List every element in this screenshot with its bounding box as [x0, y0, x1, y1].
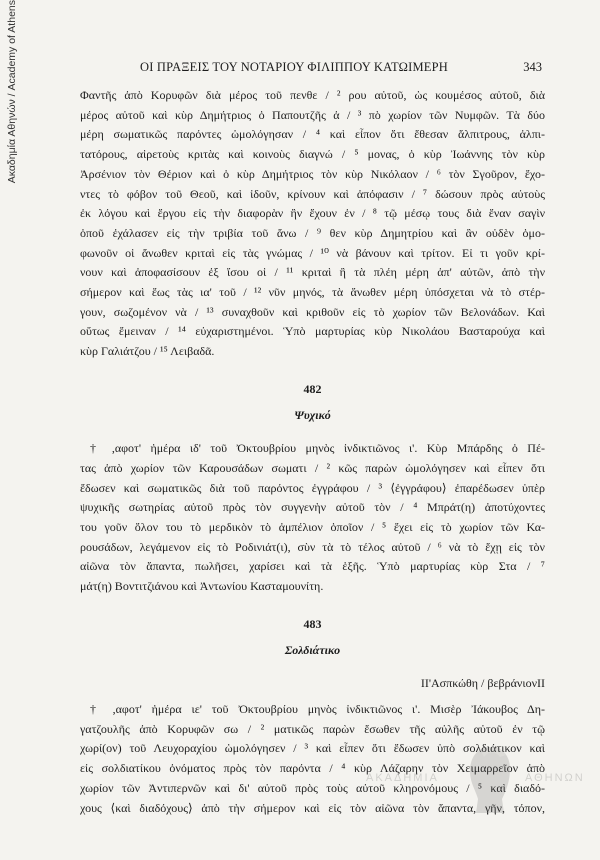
page-content	[80, 86, 545, 824]
text-line: ντες τὸ φόβον τοῦ Θεοῦ, καὶ ἰδοῦν, κρίνουν καὶ ἀπόφασιν / ⁷ δώσουν πρὸς αὐτοὺς	[80, 186, 545, 201]
document-number: 483	[303, 616, 322, 631]
text-line: φωνοῦν οἱ ἄνωθεν κριταὶ εἰς τὰς γνώμας / ¹⁰ νὰ βάνουν καὶ τρίτον. Εἰ τι γοῦν κρί-	[80, 245, 545, 260]
text-line: του γοῦν ὅλον του τὸ μερδικὸν τὸ ἀμπέλιον ὁποῖον / ⁵ ἔχει εἰς τὸ χωρίον τῶν Κα-	[80, 520, 545, 535]
text-line: σήμερον καὶ ἕως τὰς ια' τοῦ / ¹² νῦν μηνός, τὰ ἄνωθεν μέρη ὑπόσχεται νὰ τὸ στέρ-	[80, 285, 545, 300]
running-head	[80, 60, 542, 75]
text-line: μέρη σωματικῶς παρόντες ὡμολόγησαν / ⁴ καὶ εἶπον ὅτι ἔθεσαν ἄλπιτρους, ἀλπι-	[80, 127, 545, 142]
text-line: χωρί(ον) τοῦ Λευχοραχίου ὡμολόγησεν / ³ καὶ εἶπεν ὅτι ἔδωσεν ὑπὸ σολδιάτικον καὶ	[80, 741, 545, 756]
athena-head-icon	[460, 743, 520, 818]
page-number: 343	[523, 60, 542, 74]
intro-paragraph	[80, 86, 545, 362]
text-line: γουν, σωζομένον νὰ / ¹³ συναχθοῦν καὶ κριθοῦν εἰς τὸ χωρίον τῶν Βελονάδων. Καὶ	[80, 304, 545, 319]
watermark-right-text: ΑΘΗΝΩΝ	[525, 772, 585, 784]
text-line: χωρίον τῶν Ἀντιπερνῶν καὶ δι' αὐτοῦ πρὸς τοὺς αὐτοῦ κληρονόμους / ⁵ καὶ διαδό-	[80, 780, 545, 795]
text-line: Φαντῆς ἀπὸ Κορυφῶν διὰ μέρος τοῦ πενθε / ² ρου αὐτοῦ, ὡς κουμέσος αὐτοῦ, διὰ	[80, 88, 545, 102]
watermark-left-text: ΑΚΑΔΗΜΙΑ	[366, 772, 439, 784]
text-line: αἰῶνα τὸν ἅπαντα, πωλῆσει, χαρίσει καὶ τὰ ἑξῆς. Ὑπὸ μαρτυρίας κὺρ Στα / ⁷	[80, 559, 545, 574]
document-482-text	[80, 439, 545, 597]
text-line: κὺρ Γαλιάτζου / ¹⁵ Λειβαδᾶ.	[80, 344, 215, 359]
document-title: Ψυχικό	[294, 407, 331, 422]
text-line: ἐκ λόγου καὶ ἔργου εἰς τὴν διαφορὰν ἣν ἔχουν ἐν / ⁸ τῷ μέσῳ τους διὰ ἕναν σαγὶν	[80, 206, 545, 221]
editorial-note: ΙΙ'Ασπκώθη / βεβράνιονΙΙ	[420, 676, 545, 691]
side-stamp	[2, 0, 22, 300]
text-line: μέρος αὐτοῦ καὶ κὺρ Δημήτριος ὁ Παπουτζῆς ἀ / ³ πὸ χωρίον τῶν Νυμφῶν. Τὰ δύο	[80, 107, 545, 122]
side-stamp-text: Ακαδημία Αθηνών / Academy of Athens	[6, 0, 18, 184]
text-line: ρουσάδων, λεγάμενον εἰς τὸ Ροδινιάτ(ι), σὺν τὰ τὸ τέλος αὐτοῦ / ⁶ νὰ τὸ ἔχῃ εἰς τὸν	[80, 539, 545, 554]
text-line: εἰς σολδιατίκου ὀνόματος πρὸς τὸν παρόντα / ⁴ κὺρ Λάζαρην τὸν Χειμαρρεῖον ἀπὸ	[80, 761, 545, 776]
text-line: Ἀρσένιον τὸν Θέριον καὶ ὁ κὺρ Δημήτριος τὸν κὺρ Νικόλαον / ⁶ τὸν Σγοῦρον, ἔχο-	[80, 166, 545, 181]
text-line: νουν καὶ ἀποφασίσουν ἐξ ἴσου οἱ / ¹¹ κριταὶ ἢ τὰ πλέη μέρη ἀπ' αὐτῶν, ἀπὸ τὴν	[80, 265, 545, 280]
text-line: χους ⟨καὶ διαδόχους⟩ ἀπὸ τὴν σήμερον καὶ εἰς τὸν αἰῶνα τὸν ἅπαντα, γῆν, τόπον,	[80, 800, 545, 815]
text-line: τας ἀπὸ χωρίον τῶν Καρουσάδων σωματι / ² κῶς παρὼν ὡμολόγησεν καὶ εἶπεν ὅτι	[80, 460, 545, 475]
text-line: οὕτως ἔμειναν / ¹⁴ εὐχαριστημένοι. Ὑπὸ μαρτυρίας κὺρ Νικολάου Βασταρούχα καὶ	[80, 324, 545, 339]
text-line: μάτ(η) Βοντιτζιάνου καὶ Ἀντωνίου Κασταμουνίτη.	[80, 579, 324, 594]
text-line: τατόρους, αἱρετοὺς κριτὰς καὶ κοινοὺς διαγνώ / ⁵ μονας, ὁ κὺρ Ἰωάννης τὸν κὺρ	[80, 147, 545, 162]
document-number: 482	[303, 381, 322, 396]
text-line: γατζουλῆς ἀπὸ Κορυφῶν σω / ² ματικῶς παρὼν ἔσωθεν τῆς αὐλῆς αὐτοῦ ἐν τῷ	[80, 721, 545, 736]
document-title: Σολδιάτικο	[284, 642, 341, 657]
text-line: ἔδωσεν καὶ σωματικῶς διὰ τοῦ παρόντος ἐγγράφου / ³ ⟨ἐγγράφου⟩ ἐπαρέδωσεν ὑπὲρ	[80, 480, 545, 495]
text-line: ψυχικῆς σωτηρίας αὐτοῦ πρὸς τὸν συγγενὴν αὐτοῦ τὸν / ⁴ Μπράτ(η) ἀποτύχοντες	[80, 500, 545, 515]
text-line: † ,αφοτ' ἡμέρα ιε' τοῦ Ὀκτουβρίου μηνὸς ἰνδικτιῶνος ι'. Μισὲρ Ἰάκουβος Δη-	[90, 701, 545, 716]
text-line: † ,αφοτ' ἡμέρα ιδ' τοῦ Ὀκτουβρίου μηνὸς ἰνδικτιῶνος ι'. Κὺρ Μπάρδης ὁ Πέ-	[90, 441, 545, 456]
academy-watermark	[360, 735, 590, 825]
text-line: ὁποῦ ἐχάλασεν εἰς τὴν τριβία τοῦ ἄνω / ⁹ θεν κὺρ Δημητρίου καὶ ἂν οὐδὲν ὁμο-	[80, 225, 545, 240]
running-head-title: ΟΙ ΠΡΑΞΕΙΣ ΤΟΥ ΝΟΤΑΡΙΟΥ ΦΙΛΙΠΠΟΥ ΚΑΤΩΙΜΕΡΗ	[140, 60, 448, 74]
